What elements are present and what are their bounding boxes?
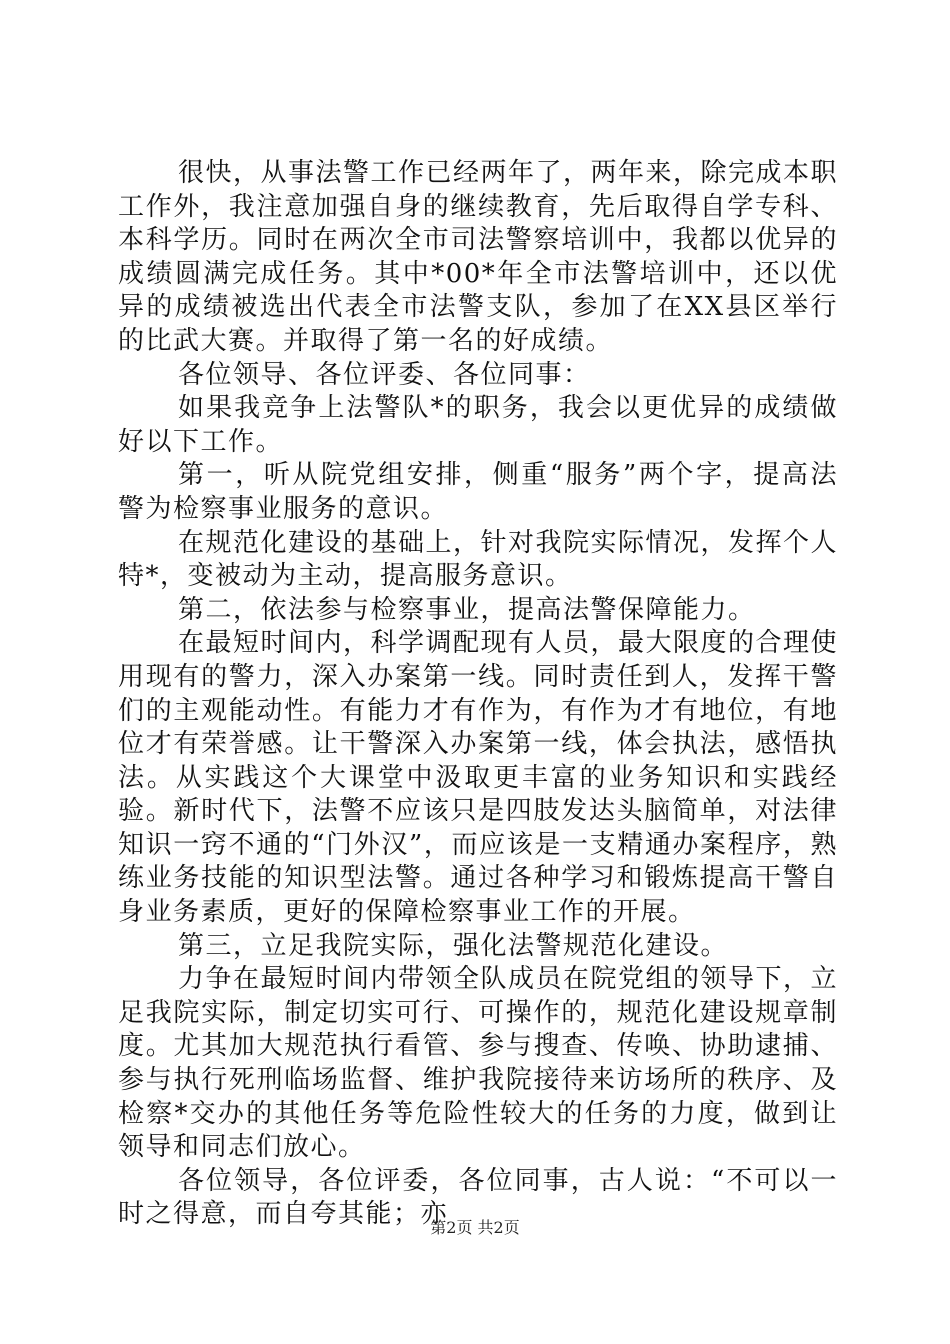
paragraph-10: 各位领导，各位评委，各位同事，古人说：“不可以一时之得意，而自夸其能；亦 xyxy=(118,1165,838,1230)
document-body xyxy=(118,157,838,1232)
paragraph-3: 如果我竞争上法警队*的职务，我会以更优异的成绩做好以下工作。 xyxy=(118,393,838,457)
page-footer xyxy=(0,1218,950,1238)
paragraph-2: 各位领导、各位评委、各位同事： xyxy=(178,359,591,390)
paragraph-4: 第一，听从院党组安排，侧重“服务”两个字，提高法警为检察事业服务的意识。 xyxy=(118,460,838,524)
paragraph-8: 第三，立足我院实际，强化法警规范化建设。 xyxy=(178,930,729,961)
paragraph-7: 在最短时间内，科学调配现有人员，最大限度的合理使用现有的警力，深入办案第一线。同时责任到人，发挥干警们的主观能动性。有能力才有作为，有作为才有地位，有地位才有荣誉感。让干警深入办案第一线，体会执法，感悟执法。从实践这个大课堂中汲取更丰富的业务知识和实践经验。新时代下，法警不应该只是四肢发达头脑简单，对法律知识一窍不通的“门外汉”，而应该是一支精通办案程序，熟练业务技能的知识型法警。通过各种学习和锻炼提高干警自身业务素质，更好的保障检察事业工作的开展。 xyxy=(118,628,839,928)
paragraph-5: 在规范化建设的基础上，针对我院实际情况，发挥个人特*，变被动为主动，提高服务意识。 xyxy=(118,527,839,592)
paragraph-9: 力争在最短时间内带领全队成员在院党组的领导下，立足我院实际，制定切实可行、可操作的，规范化建设规章制度。尤其加大规范执行看管、参与搜查、传唤、协助逮捕、参与执行死刑临场监督、维护我院接待来访场所的秩序、及检察*交办的其他任务等危险性较大的任务的力度，做到让领导和同志们放心。 xyxy=(118,964,839,1163)
paragraph-1: 很快，从事法警工作已经两年了，两年来，除完成本职工作外，我注意加强自身的继续教育，先后取得自学专科、本科学历。同时在两次全市司法警察培训中，我都以优异的成绩圆满完成任务。其中*00*年全市法警培训中，还以优异的成绩被选出代表全市法警支队，参加了在XX县区举行的比武大赛。并取得了第一名的好成绩。 xyxy=(118,158,839,356)
paragraph-6: 第二，依法参与检察事业，提高法警保障能力。 xyxy=(178,594,756,625)
page-number-label: 第2页 共2页 xyxy=(430,1218,520,1237)
